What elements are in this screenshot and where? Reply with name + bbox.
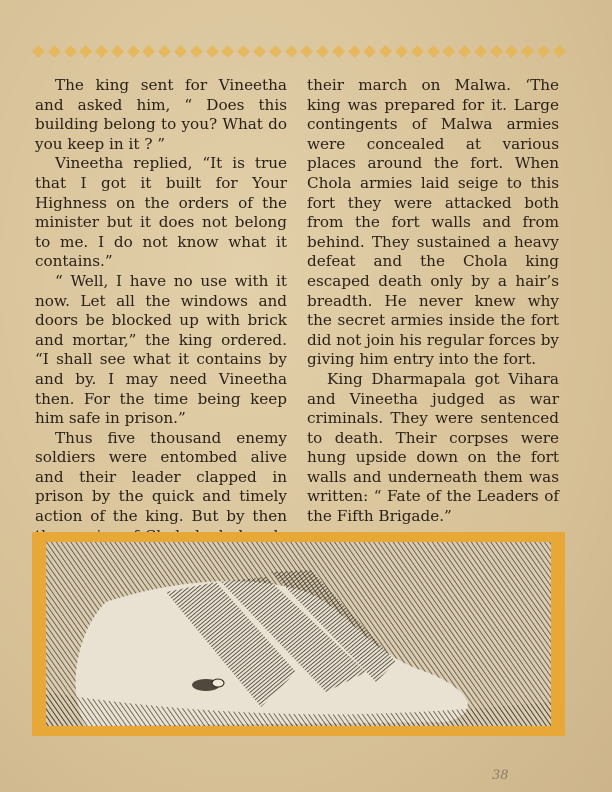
ornament-diamond xyxy=(174,45,187,58)
ornament-diamond xyxy=(48,45,61,58)
paragraph: “ Well, I have no use with it now. Let all the windows and doors be blocked up with brick and mortar,” the king ordered. “I shall see what it contains by and by. I may need Vineetha then. For the time being keep him safe in prison.” xyxy=(35,271,287,428)
ornament-diamond xyxy=(158,45,171,58)
small-figure-highlight xyxy=(212,679,224,687)
ornament-diamond xyxy=(553,45,566,58)
column-left xyxy=(35,76,287,526)
illustration xyxy=(46,542,551,726)
ornament-diamond xyxy=(237,45,250,58)
ornament-diamond xyxy=(537,45,550,58)
ornament-diamond xyxy=(348,45,361,58)
ornament-diamond xyxy=(490,45,503,58)
paragraph: Thus five thousand enemy soldiers were entombed alive and their leader clapped in prison by the quick and timely action of the king. But by then xyxy=(35,428,287,526)
ornament-diamond xyxy=(395,45,408,58)
ornament-diamond xyxy=(111,45,124,58)
illustration-frame xyxy=(32,532,565,736)
ornament-diamond xyxy=(143,45,156,58)
ornament-diamond xyxy=(521,45,534,58)
ornament-diamond xyxy=(332,45,345,58)
paragraph: their march on Malwa. ‘The king was prepared for it. Large contingents of Malwa armies were concealed at various places around the fort. When Chola armies laid seige to this fort they were attacked both from the fort walls and from behind. They sustained a heavy defeat and the Chola king escaped death only by a hair’s breadth. He never knew why the secret armies inside the fort did not join his regular forces by giving him entry into the fort. xyxy=(307,76,559,369)
ornament-diamond xyxy=(190,45,203,58)
ornament-diamond xyxy=(32,45,45,58)
page-number: 38 xyxy=(492,768,509,783)
ornament-diamond xyxy=(474,45,487,58)
ornament-diamond xyxy=(222,45,235,58)
ornament-diamond xyxy=(411,45,424,58)
text-columns xyxy=(35,76,560,526)
paragraph: The king sent for Vineetha and asked him, “ Does this building belong to you? What do you keep in it ? ” xyxy=(35,76,287,153)
ornament-diamond xyxy=(127,45,140,58)
ornament-diamond xyxy=(300,45,313,58)
ornament-diamond xyxy=(364,45,377,58)
ornament-diamond xyxy=(206,45,219,58)
ornament-diamond xyxy=(316,45,329,58)
column-right xyxy=(307,76,559,526)
ornament-diamond xyxy=(506,45,519,58)
paragraph: Vineetha replied, “It is true that I got it built for Your Highness on the orders of the minister but it does not belong to me. I do not know what it contains.” xyxy=(35,154,287,271)
decorative-border-top xyxy=(34,44,564,58)
paragraph: King Dharmapala got Vihara and Vineetha judged as war criminals. They were sentenced to death. Their corpses were hung upside down on the fort walls and underneath them was written: “ Fate of the Leaders of the Fifth Brigade.” xyxy=(307,369,559,526)
ornament-diamond xyxy=(269,45,282,58)
ornament-diamond xyxy=(285,45,298,58)
ornament-diamond xyxy=(79,45,92,58)
ornament-diamond xyxy=(458,45,471,58)
ornament-diamond xyxy=(64,45,77,58)
ornament-diamond xyxy=(95,45,108,58)
ornament-diamond xyxy=(442,45,455,58)
ornament-diamond xyxy=(427,45,440,58)
ornament-diamond xyxy=(379,45,392,58)
ornament-diamond xyxy=(253,45,266,58)
